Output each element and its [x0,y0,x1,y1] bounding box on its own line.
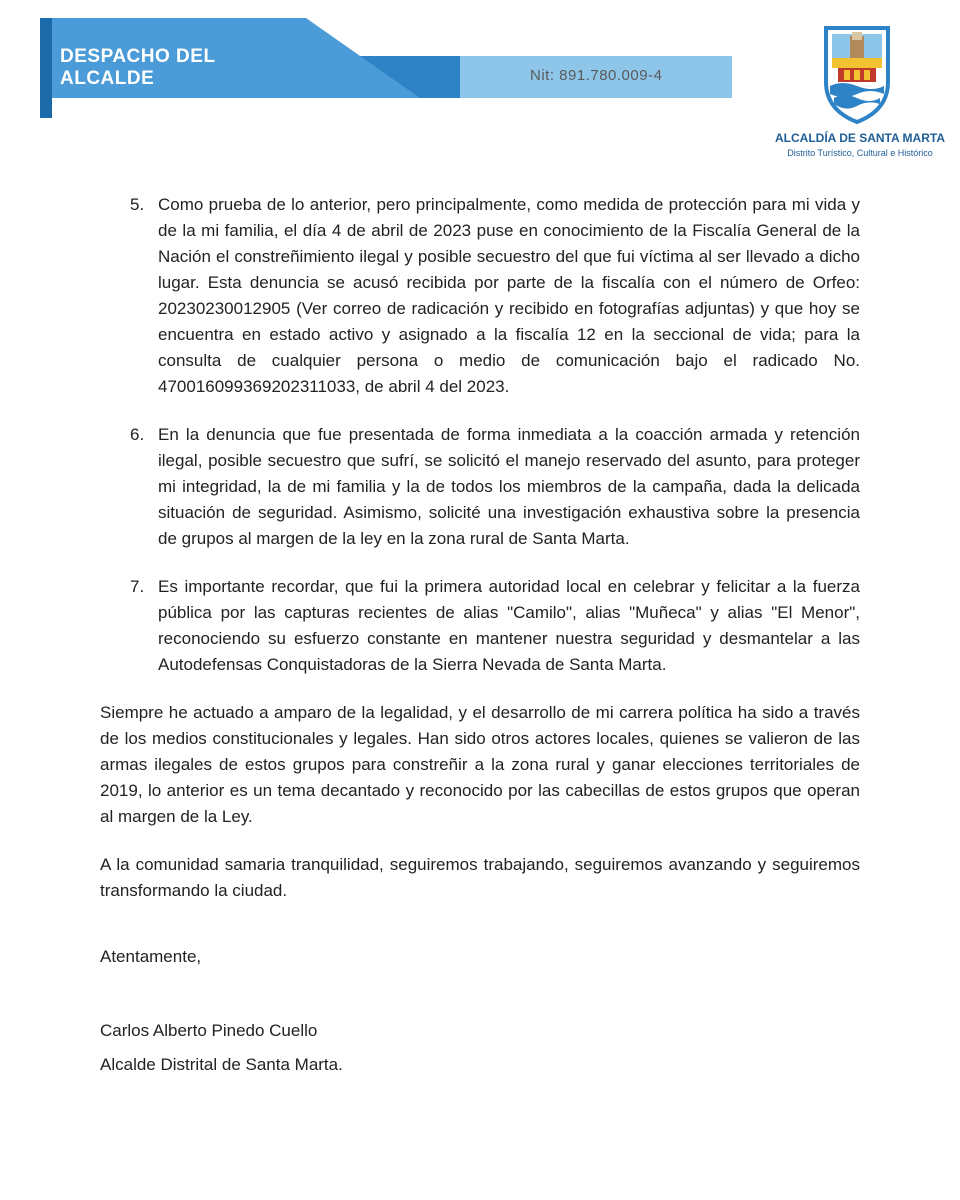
office-title-line2: ALCALDE [60,68,155,89]
closing: Atentamente, [100,947,202,966]
item-text: En la denuncia que fue presentada de forma inmediata a la coacción armada y retención ilegal, posible secuestro que sufrí, se solicitó el manejo reservado del asunto, para proteger mi integridad, la de mi familia y la de todos los miembros de la campaña, dada la delicada situación de seguridad. Asimismo, solicité una investigación exhaustiva sobre la presencia de grupos al margen de la ley en la zona rural de Santa Marta. [158,425,860,548]
item-text: Como prueba de lo anterior, pero principalmente, como medida de protección para mi vida y de la mi familia, el día 4 de abril de 2023 puse en conocimiento de la Fiscalía General de la Nación el constreñimiento ilegal y posible secuestro del que fui víctima al ser llevado a dicho lugar. Esta denuncia se acusó recibida por parte de la fiscalía con el número de Orfeo: 20230230012905 (Ver correo de radicación y recibido en fotografías adjuntas) y que hoy se encuentra en estado activo y asignado a la fiscalía 12 en la seccional de vida; para la consulta de cualquier persona o medio de comunicación bajo el radicado No. 470016099369202311033, de abril 4 del 2023. [158,195,860,396]
signer-role: Alcalde Distrital de Santa Marta. [100,1055,343,1074]
coat-of-arms-icon [822,24,892,124]
numbered-item [100,574,860,678]
letter-body [100,192,860,1078]
office-title [60,46,280,90]
body-paragraph: Siempre he actuado a amparo de la legalidad, y el desarrollo de mi carrera política ha sido a través de los medios constitucionales y legales. Han sido otros actores locales, quienes se valieron de las armas ilegales de estos grupos para constreñir a la zona rural y ganar elecciones territoriales de 2019, lo anterior es un tema decantado y reconocido por las cabecillas de estos grupos que operan al margen de la Ley. [100,703,860,826]
body-paragraph: A la comunidad samaria tranquilidad, seguiremos trabajando, seguiremos avanzando y seguiremos transformando la ciudad. [100,855,860,900]
office-title-line1: DESPACHO DEL [60,46,216,67]
logo-name: ALCALDÍA DE SANTA MARTA [775,131,945,145]
header-band-strip [40,18,52,118]
nit-number: Nit: 891.780.009-4 [530,67,663,84]
item-number: 7. [130,577,145,596]
logo-subtitle: Distrito Turístico, Cultural e Histórico [787,148,933,158]
item-text: Es importante recordar, que fui la primera autoridad local en celebrar y felicitar a la fuerza pública por las capturas recientes de alias "Camilo", alias "Muñeca" y alias "El Menor", reconociendo su esfuerzo constante en mantener nuestra seguridad y desmantelar a las Autodefensas Conquistadoras de la Sierra Nevada de Santa Marta. [158,577,860,674]
numbered-item [100,192,860,400]
letterhead [0,0,960,170]
alcaldia-logo [760,18,960,168]
numbered-item [100,422,860,552]
item-number: 5. [130,195,145,214]
signer-name: Carlos Alberto Pinedo Cuello [100,1021,318,1040]
item-number: 6. [130,425,145,444]
